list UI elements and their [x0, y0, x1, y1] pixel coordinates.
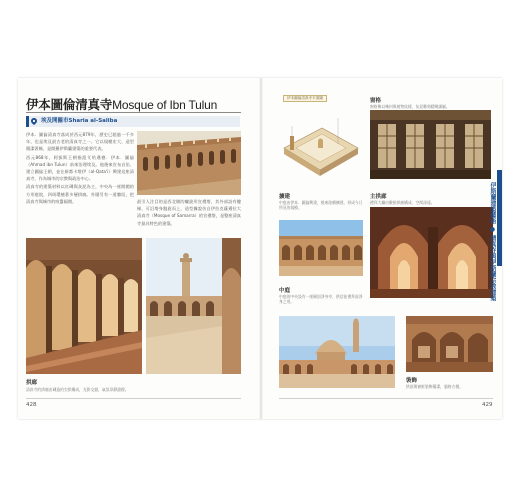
caption-text-arcade: 清真寺的拱廊由磚造的尖拱構成，光影交錯，氣氛寧靜肅穆。 — [26, 387, 129, 392]
page-number-right: 429 — [482, 402, 493, 408]
caption-text-expansion: 中庭由伊本．圖倫興建，後來陸續擴建，形成今日所見的規模。 — [279, 200, 363, 210]
caption-label-arcade: 拱廊 — [26, 380, 38, 386]
caption-text-main-arcade: 禮拜大廳由數排拱廊構成，空間深遠。 — [370, 200, 435, 205]
title-en: Mosque of Ibn Tulun — [112, 98, 218, 112]
paragraph-1: 伊本．圖倫清真寺落成於西元879年，歷史已超過一千多年，也是埃及最古老的清真寺之一。它以規模宏大、造型簡潔著稱，是開羅伊斯蘭建築的重要代表。 — [26, 132, 134, 152]
body-text-column-2 — [137, 198, 241, 233]
courtyard-dome-photo — [279, 316, 395, 388]
location-text: 埃及開羅市Sharia al-Saliba — [41, 118, 118, 124]
main-arcade-photo — [370, 207, 493, 298]
caption-label-main-arcade: 主拱廊 — [370, 194, 387, 200]
arcade-sky-photo — [279, 220, 363, 276]
paragraph-3: 清真寺的建築材料以紅磚與灰泥為主，中央為一座開闊的方形庭院，四周環繞著多層拱廊。外圍另有一道牆垣，把清真寺與城市的喧囂隔開。 — [26, 184, 134, 204]
caption-text-decoration: 拱頂與窗框裝飾簡潔，風格古樸。 — [406, 384, 463, 389]
mosque-plan-drawing — [278, 104, 364, 184]
title-rule — [26, 112, 241, 113]
page-number-left: 428 — [26, 402, 37, 408]
courtyard-minaret-photo — [146, 238, 241, 374]
location-bar — [26, 116, 240, 127]
paragraph-4: 最引人注目的是西北側的螺旋形宣禮塔，其外部設有樓梯，可沿塔身盤旋而上，造型據說仿自伊拉克薩邁拉大清真寺（Mosque of Samarra）的宣禮塔，是整座清真寺最具特色的建築。 — [137, 199, 241, 226]
chapter-side-tab-text: 伊斯蘭建築藝術 ● 清真寺與伊斯蘭宗教建築 — [489, 182, 496, 302]
book-gutter — [259, 78, 263, 419]
caption-label-window: 窗格 — [370, 98, 382, 104]
window-screen-photo — [370, 110, 491, 179]
caption-label-expansion: 擴建 — [279, 194, 291, 200]
caption-text-window: 窗格飾以幾何與植物紋樣，灰泥雕刻精緻細膩。 — [370, 104, 450, 109]
location-pin-icon — [31, 118, 37, 125]
courtyard-arcade-photo — [137, 131, 241, 195]
bottom-rule-right — [279, 398, 493, 399]
chapter-side-tab — [497, 170, 502, 266]
caption-label-courtyard: 中庭 — [279, 288, 291, 294]
title-zh: 伊本圖倫清真寺 — [26, 97, 113, 112]
body-text-column — [26, 131, 134, 233]
arcade-interior-photo — [26, 238, 142, 374]
decoration-photo — [406, 316, 493, 372]
caption-text-courtyard: 中庭的中央設有一座圓頂淨身亭，供信徒禮拜前淨身之用。 — [279, 294, 363, 304]
bottom-rule-left — [26, 398, 241, 399]
plan-label: 伊本圖倫清真寺平面圖 — [283, 95, 327, 102]
page-title — [26, 95, 251, 113]
caption-label-decoration: 裝飾 — [406, 378, 418, 384]
paragraph-2: 西元868年，阿拔斯王朝指派艾哈邁德．伊本．圖倫（Ahmad ibn Tulun）前來治理埃及。他後來宣布自治，建立圖倫王朝，並在新都卡塔伊（al-Qata'i）興建這座清真寺，作為城市的宗教與政治中心。 — [26, 154, 134, 182]
